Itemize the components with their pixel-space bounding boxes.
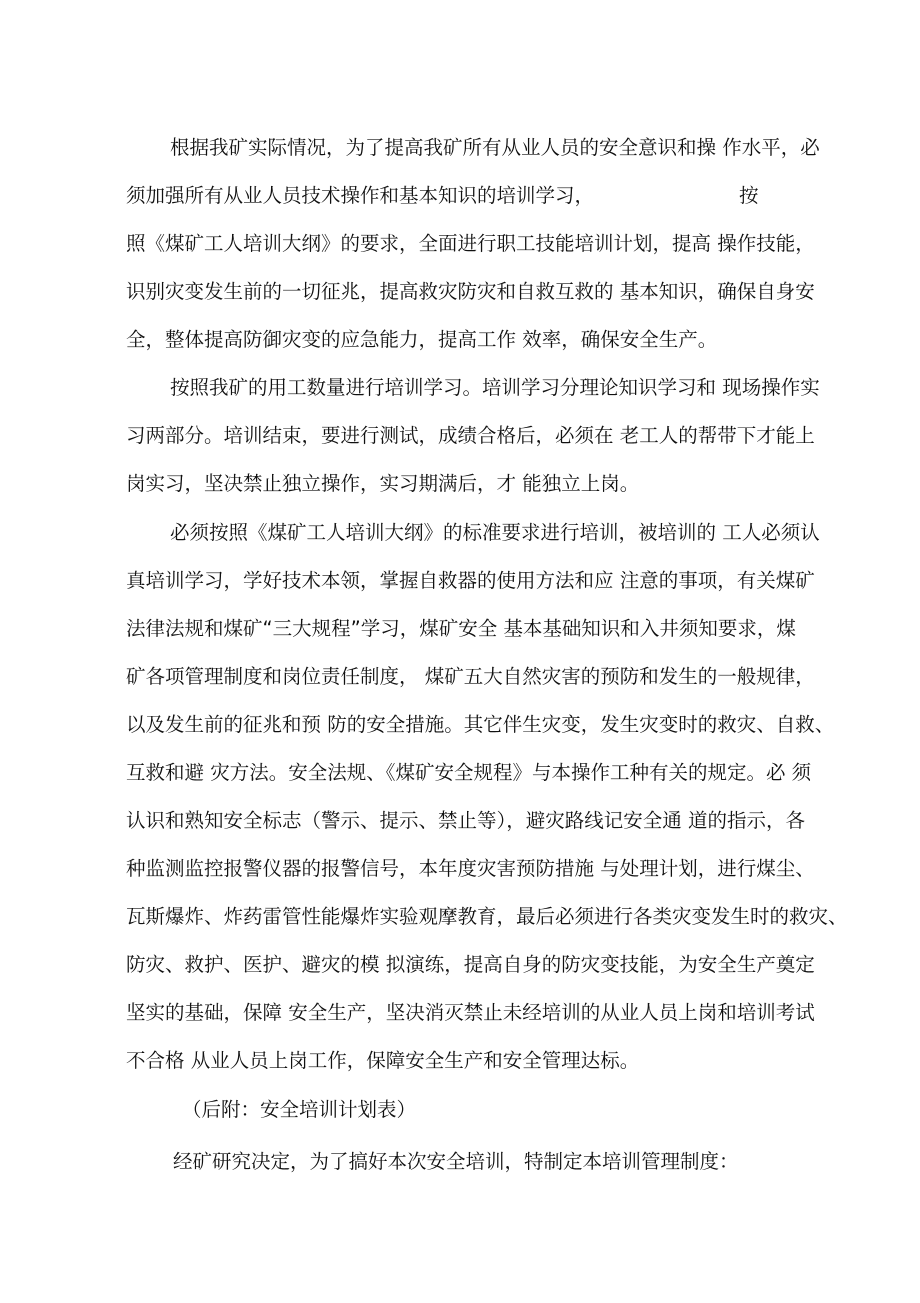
appendix-note: （后附：安全培训计划表） xyxy=(182,1098,417,1121)
p3-line-9: 瓦斯爆炸、炸药雷管性能爆炸实验观摩教育，最后必须进行各类灾变发生时的救灾、 xyxy=(126,905,848,928)
p3-line-5: 以及发生前的征兆和预 防的安全措施。其它伴生灾变，发生灾变时的救灾、自救、 xyxy=(126,713,835,736)
p3-line-8: 种监测监控报警仪器的报警信号，本年度灾害预防措施 与处理计划，进行煤尘、 xyxy=(126,857,815,880)
p2-line-1: 按照我矿的用工数量进行培训学习。培训学习分理论知识学习和 现场操作实 xyxy=(170,376,820,399)
p1-line-5: 全，整体提高防御灾变的应急能力，提高工作 效率，确保安全生产。 xyxy=(126,328,718,351)
p1-line-3: 照《煤矿工人培训大纲》的要求，全面进行职工技能培训计划，提高 操作技能， xyxy=(126,232,815,255)
p3-line-7: 认识和熟知安全标志（警示、提示、禁止等），避灾路线记安全通 道的指示，各 xyxy=(126,809,805,832)
p3-line-11: 坚实的基础，保障 安全生产，坚决消灭禁止未经培训的从业人员上岗和培训考试 xyxy=(126,1001,815,1024)
closing-line: 经矿研究决定，为了搞好本次安全培训，特制定本培训管理制度： xyxy=(173,1150,739,1173)
p3-line-3: 法律法规和煤矿“三大规程”学习，煤矿安全 基本基础知识和入井须知要求，煤 xyxy=(126,617,796,640)
p1-line-1: 根据我矿实际情况，为了提高我矿所有从业人员的安全意识和操 作水平，必 xyxy=(170,136,820,159)
p3-line-10: 防灾、救护、医护、避灾的模 拟演练，提高自身的防灾变技能，为安全生产奠定 xyxy=(126,953,815,976)
p2-line-2: 习两部分。培训结束，要进行测试，成绩合格后，必须在 老工人的帮带下才能上 xyxy=(126,424,815,447)
p1-line-4: 识别灾变发生前的一切征兆，提高救灾防灾和自救互救的 基本知识，确保自身安 xyxy=(126,280,815,303)
p3-line-4: 矿各项管理制度和岗位责任制度， 煤矿五大自然灾害的预防和发生的一般规律， xyxy=(126,665,815,688)
p3-line-1: 必须按照《煤矿工人培训大纲》的标准要求进行培训，被培训的 工人必须认 xyxy=(170,521,820,544)
p1-line-2b: 按 xyxy=(739,184,759,207)
p1-line-2a: 须加强所有从业人员技术操作和基本知识的培训学习， xyxy=(126,184,595,207)
p2-line-3: 岗实习，坚决禁止独立操作，实习期满后，才 能独立上岗。 xyxy=(126,472,640,495)
p3-line-2: 真培训学习，学好技术本领，掌握自救器的使用方法和应 注意的事项，有关煤矿 xyxy=(126,569,815,592)
p3-line-12: 不合格 从业人员上岗工作，保障安全生产和安全管理达标。 xyxy=(126,1049,640,1072)
p3-line-6: 互救和避 灾方法。安全法规、《煤矿安全规程》与本操作工种有关的规定。必 须 xyxy=(126,761,812,784)
